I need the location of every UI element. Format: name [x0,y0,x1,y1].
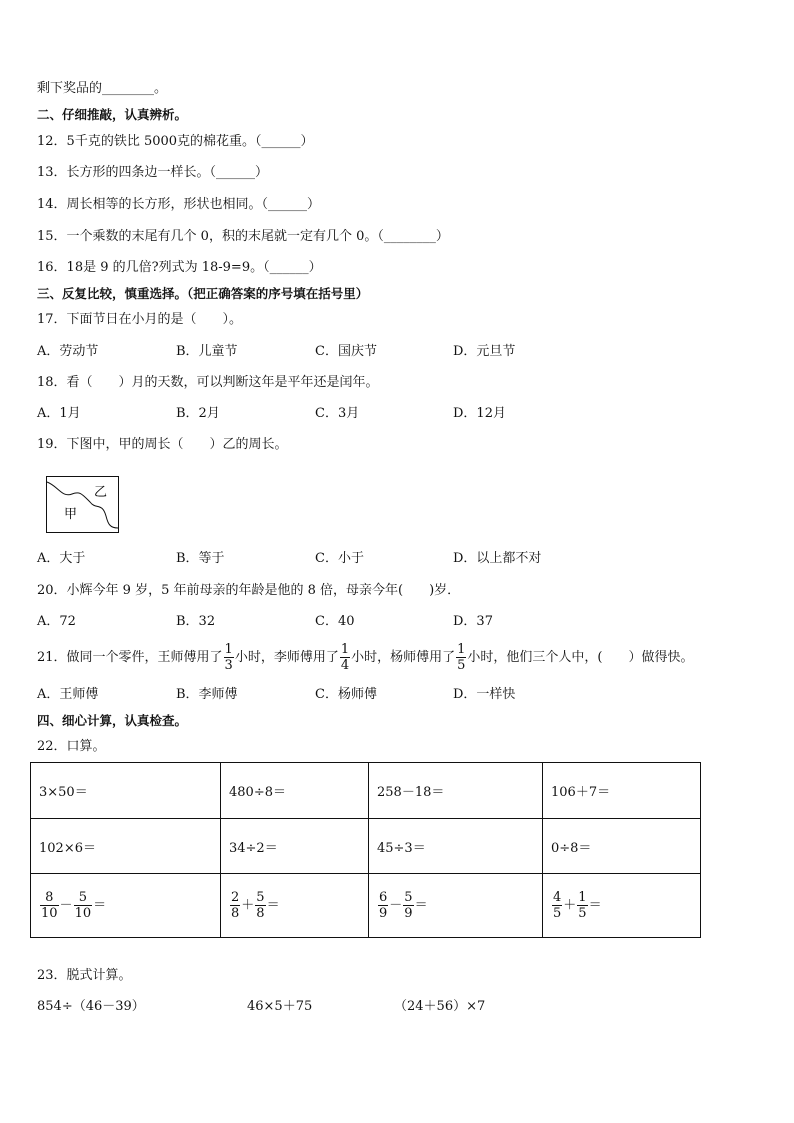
question-18-stem: 18．看（ ）月的天数，可以判断这年是平年还是闰年。 [37,375,379,390]
table-row [31,819,701,874]
section3-title: 三、反复比较，慎重选择。（把正确答案的序号填在括号里） [37,286,369,301]
fraction-denominator: 9 [404,906,413,921]
fraction [552,891,562,920]
expression-3: （24＋56）×7 [394,999,486,1014]
table-cell [221,874,369,938]
fraction [255,891,265,920]
operator: ＋ [563,898,577,913]
table-cell: 45÷3＝ [369,819,543,874]
question-19-option-c: C．小于 [315,551,364,566]
table-row [31,763,701,819]
fraction-one-third [224,643,234,672]
question-21-text-2: 小时，李师傅用了 [234,650,339,665]
mental-math-table [30,762,701,938]
label-yi: 乙 [94,485,108,500]
section2-title: 二、仔细推敲，认真辨析。 [37,107,188,122]
fraction-denominator: 8 [231,906,240,921]
question-21-option-b: B．李师傅 [176,687,238,702]
table-cell: 3×50＝ [31,763,221,819]
question-20-option-c: C．40 [315,614,355,629]
question-18-option-a: A．1月 [37,406,81,421]
operator: ＋ [241,898,255,913]
table-cell [31,874,221,938]
table-cell: 480÷8＝ [221,763,369,819]
equals-sign: ＝ [588,898,602,913]
question-18-option-c: C．3月 [315,406,360,421]
judge-question-15: 15．一个乘数的末尾有几个 0，积的末尾就一定有几个 0。（________） [37,229,449,244]
fraction-denominator: 9 [379,906,388,921]
fraction-numerator: 1 [578,890,587,905]
fraction-denominator: 10 [74,906,92,921]
label-jia: 甲 [64,507,78,522]
fraction-one-fifth [456,643,466,672]
fraction-numerator: 5 [74,891,93,906]
section4-title: 四、细心计算，认真检查。 [37,713,188,728]
question-21-option-c: C．杨师傅 [315,687,377,702]
table-row [31,874,701,938]
fraction-denominator: 3 [224,658,233,673]
fraction [403,891,413,920]
table-cell [369,874,543,938]
question-19-option-a: A．大于 [37,551,86,566]
fraction-numerator: 1 [340,642,350,657]
fraction-numerator: 5 [404,890,413,905]
question-19-option-d: D．以上都不对 [453,551,542,566]
fraction [230,891,240,920]
fraction-numerator: 1 [457,642,466,657]
fraction [74,891,93,920]
fraction-numerator: 8 [40,891,59,906]
table-cell: 102×6＝ [31,819,221,874]
table-cell: 0÷8＝ [543,819,701,874]
fraction [40,891,59,920]
operator: － [59,898,73,913]
question-20-option-d: D．37 [453,614,493,629]
header-line: 剩下奖品的________。 [37,81,168,96]
table-cell: 106＋7＝ [543,763,701,819]
fraction-denominator: 5 [578,906,587,921]
fraction-numerator: 1 [224,642,233,657]
expression-2: 46×5＋75 [247,999,313,1014]
question-17-option-d: D．元旦节 [453,344,516,359]
fraction-denominator: 5 [553,906,562,921]
fraction-numerator: 2 [231,890,240,905]
table-cell: 34÷2＝ [221,819,369,874]
question-19-option-b: B．等于 [176,551,225,566]
equals-sign: ＝ [414,898,428,913]
question-21-option-d: D．一样快 [453,687,516,702]
question-18-option-d: D．12月 [453,406,506,421]
question-21-text-1: 21．做同一个零件，王师傅用了 [37,650,223,665]
question-23-title: 23．脱式计算。 [37,968,132,983]
fraction-denominator: 4 [340,658,350,673]
question-19-stem: 19．下图中，甲的周长（ ）乙的周长。 [37,437,288,452]
fraction-denominator: 5 [457,658,466,673]
fraction-numerator: 4 [553,890,562,905]
question-21-stem [37,640,694,676]
question-20-option-a: A．72 [37,614,76,629]
judge-question-14: 14．周长相等的长方形，形状也相同。（______） [37,197,321,212]
equals-sign: ＝ [93,898,107,913]
fraction-one-fourth [340,643,350,672]
table-cell [543,874,701,938]
question-20-option-b: B．32 [176,614,216,629]
question-17-option-a: A．劳动节 [37,344,99,359]
fraction [378,891,388,920]
table-cell: 258－18＝ [369,763,543,819]
expression-1: 854÷（46－39） [37,999,145,1014]
question-17-stem: 17．下面节日在小月的是（ ）。 [37,312,243,327]
fraction-denominator: 8 [256,906,265,921]
fraction [577,891,587,920]
equals-sign: ＝ [266,898,280,913]
perimeter-figure-svg [46,476,120,534]
dividing-curve [47,482,118,528]
fraction-numerator: 5 [256,890,265,905]
perimeter-figure [46,476,120,538]
question-20-stem: 20．小辉今年 9 岁，5 年前母亲的年龄是他的 8 倍，母亲今年( )岁． [37,583,461,598]
judge-question-12: 12．5千克的铁比 5000克的棉花重。（______） [37,134,314,149]
question-21-text-3: 小时，杨师傅用了 [351,650,456,665]
operator: － [389,898,403,913]
judge-question-16: 16．18是 9 的几倍?列式为 18-9=9。（______） [37,260,322,275]
question-21-text-4: 小时，他们三个人中，( ）做得快。 [467,650,694,665]
question-21-option-a: A．王师傅 [37,687,99,702]
question-17-option-c: C．国庆节 [315,344,377,359]
question-22-title: 22．口算。 [37,739,106,754]
question-17-option-b: B．儿童节 [176,344,238,359]
fraction-numerator: 6 [379,890,388,905]
judge-question-13: 13．长方形的四条边一样长。（______） [37,165,269,180]
fraction-denominator: 10 [41,906,58,921]
question-18-option-b: B．2月 [176,406,220,421]
